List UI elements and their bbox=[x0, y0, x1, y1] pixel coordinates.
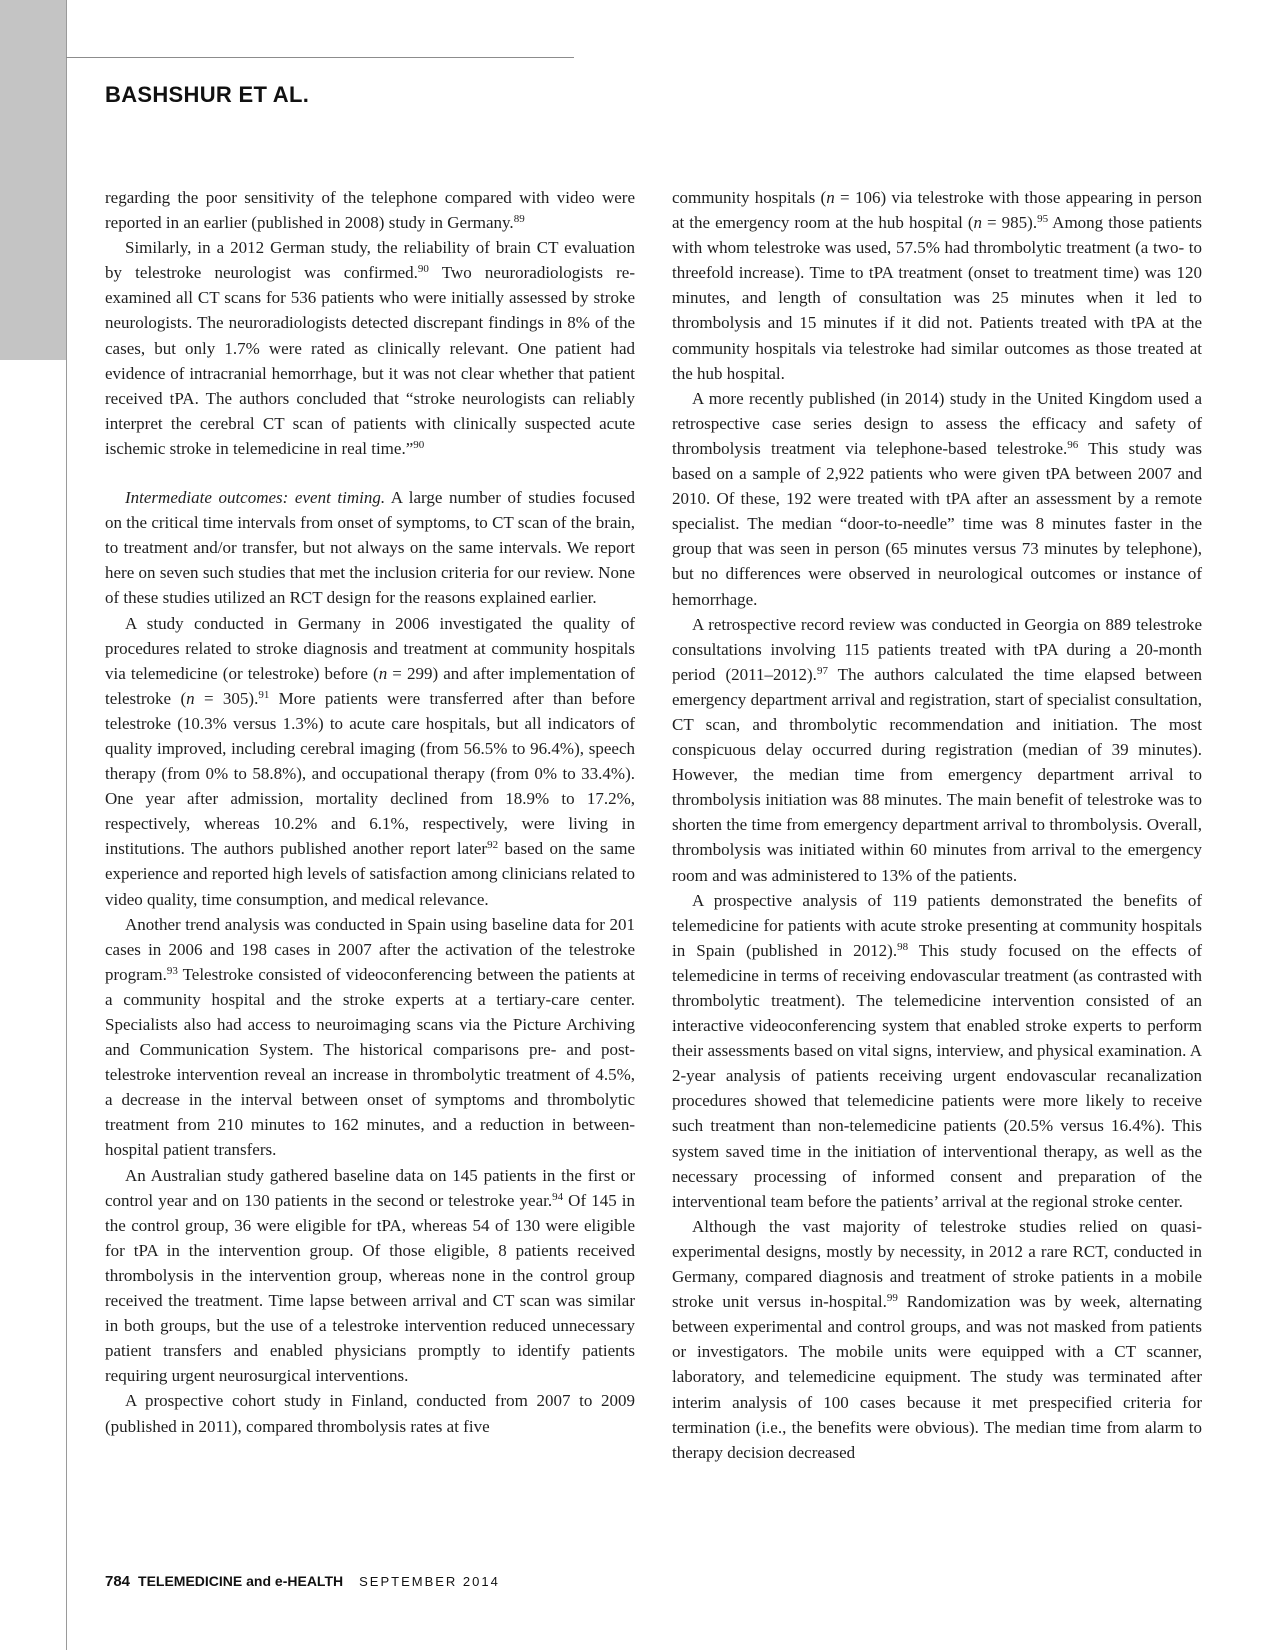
running-head: BASHSHUR ET AL. bbox=[105, 82, 310, 107]
reference-marker[interactable]: 93 bbox=[166, 964, 178, 977]
reference-marker[interactable]: 99 bbox=[886, 1292, 898, 1305]
paragraph: Similarly, in a 2012 German study, the reliability of brain CT evaluation by telestroke neurologist was confirmed.$^{90}$ Two neuroradiologists re-examined all CT scans for 536 patients who were initially assessed by stroke neurologists. The neuroradiologists detected discrepant findings in 8% of the cases, but only 1.7% were rated as clinically relevant. One patient had evidence of intracranial hemorrhage, but it was not clear whether that patient received tPA. The authors concluded that “stroke neurologists can reliably interpret the cerebral CT scan of patients with clinically suspected acute ischemic stroke in telemedicine in real time.”$^{90}$ bbox=[105, 238, 636, 458]
reference-marker[interactable]: 92 bbox=[487, 839, 499, 852]
header-rule bbox=[66, 57, 574, 58]
paragraph: community hospitals (n = 106) via telestroke with those appearing in person at the emergency room at the hub hospital (n = 985).$^{95}$ Among those patients with whom telestroke was used, 57.5% had thrombolytic treatment (a two- to threefold increase). Time to tPA treatment (onset to treatment time) was 120 minutes, and length of consultation was 25 minutes when it led to thrombolysis and 15 minutes if it did not. Patients treated with tPA at the community hospitals via telestroke had similar outcomes as those treated at the hub hospital. bbox=[672, 188, 1203, 383]
paragraph: A retrospective record review was conducted in Georgia on 889 telestroke consultations involving 115 patients treated with tPA during a 20-month period (2011–2012).$^{97}$ The authors calculated the time elapsed between emergency department arrival and registration, start of specialist consultation, CT scan, and thrombolytic recommendation and initiation. The most conspicuous delay occurred during registration (median of 39 minutes). However, the median time from emergency department arrival to thrombolysis initiation was 88 minutes. The main benefit of telestroke was to shorten the time from emergency department arrival to thrombolysis. Overall, thrombolysis was initiated within 60 minutes from arrival to the emergency room and was administered to 13% of the patients. bbox=[672, 614, 1202, 885]
reference-marker[interactable]: 91 bbox=[258, 688, 270, 701]
paragraph: Another trend analysis was conducted in Spain using baseline data for 201 cases in 2006 and 198 cases in 2007 after the activation of the telestroke program.$^{93}$ Telestroke consisted of videoconferencing between the patients at a community hospital and the stroke experts at a tertiary-care center. Specialists also had access to neuroimaging scans via the Picture Archiving and Communication System. The historical comparisons pre- and post-telestroke intervention reveal an increase in thrombolytic treatment of 4.5%, a decrease in the interval between onset of symptoms and thrombolytic treatment from 210 minutes to 162 minutes, and a reduction in between-hospital patient transfers. bbox=[105, 914, 635, 1160]
paragraph: Although the vast majority of telestroke studies relied on quasi-experimental designs, mostly by necessity, in 2012 a rare RCT, conducted in Germany, compared diagnosis and treatment of stroke patients in a mobile stroke unit versus in-hospital.$^{99}$ Randomization was by week, alternating between experimental and control groups, and was not masked from patients or investigators. The mobile units were equipped with a CT scanner, laboratory, and telemedicine equipment. The study was terminated after interim analysis of 100 cases because it met prespecified criteria for termination (i.e., the benefits were obvious). The median time from alarm to therapy decision decreased bbox=[672, 1216, 1202, 1462]
paragraph: Intermediate outcomes: event timing. A large number of studies focused on the critical time intervals from onset of symptoms, to CT scan of the brain, to treatment and/or transfer, but not always on the same intervals. We report here on seven such studies that met the inclusion criteria for our review. None of these studies utilized an RCT design for the reasons explained earlier. bbox=[105, 488, 635, 608]
page-footer bbox=[105, 1573, 500, 1590]
reference-marker[interactable]: 90 bbox=[413, 438, 425, 451]
paragraph: A prospective cohort study in Finland, conducted from 2007 to 2009 (published in 2011), compared thrombolysis rates at five bbox=[105, 1391, 635, 1436]
left-column bbox=[105, 185, 635, 1439]
reference-marker[interactable]: 98 bbox=[897, 940, 909, 953]
reference-marker[interactable]: 96 bbox=[1067, 438, 1079, 451]
reference-marker[interactable]: 95 bbox=[1037, 213, 1049, 226]
page-number: 784 bbox=[105, 1573, 131, 1590]
margin-rule bbox=[66, 0, 67, 1650]
margin-shade-bar bbox=[0, 0, 66, 360]
reference-marker[interactable]: 94 bbox=[552, 1190, 564, 1203]
right-column bbox=[672, 185, 1202, 1465]
paragraph: An Australian study gathered baseline data on 145 patients in the first or control year and on 130 patients in the second or telestroke year.$^{94}$ Of 145 in the control group, 36 were eligible for tPA, whereas 54 of 130 were eligible for tPA in the intervention group. Of those eligible, 8 patients received thrombolysis in the intervention group, whereas none in the control group received the treatment. Time lapse between arrival and CT scan was similar in both groups, but the use of a telestroke intervention reduced unnecessary patient transfers and enabled physicians promptly to identify patients requiring urgent neurosurgical interventions. bbox=[105, 1165, 635, 1386]
paragraph: A study conducted in Germany in 2006 investigated the quality of procedures related to stroke diagnosis and treatment at community hospitals via telemedicine (or telestroke) before (n = 299) and after implementation of telestroke (n = 305).$^{91}$ More patients were transferred after than before telestroke (10.3% versus 1.3%) to acute care hospitals, but all indicators of quality improved, including cerebral imaging (from 56.5% to 96.4%), speech therapy (from 0% to 58.8%), and occupational therapy (from 0% to 33.4%). One year after admission, mortality declined from 18.9% to 17.2%, respectively, whereas 10.2% and 6.1%, respectively, were living in institutions. The authors published another report later$^{92}$ based on the same experience and reported high levels of satisfaction among clinicians related to video quality, time consumption, and medical relevance. bbox=[105, 613, 635, 909]
issue-date: SEPTEMBER 2014 bbox=[359, 1574, 500, 1589]
reference-marker[interactable]: 97 bbox=[816, 664, 828, 677]
section-subhead: Intermediate outcomes: event timing. bbox=[125, 488, 386, 508]
journal-name: TELEMEDICINE and e-HEALTH bbox=[138, 1573, 344, 1589]
reference-marker[interactable]: 89 bbox=[513, 213, 525, 226]
paragraph: A prospective analysis of 119 patients demonstrated the benefits of telemedicine for patients with acute stroke presenting at community hospitals in Spain (published in 2012).$^{98}$ This study focused on the effects of telemedicine in terms of receiving endovascular treatment (as contrasted with thrombolytic treatment). The telemedicine intervention consisted of an interactive videoconferencing system that enabled stroke experts to perform their assessments based on vital signs, interview, and physical examination. A 2-year analysis of patients receiving urgent endovascular recanalization procedures showed that telemedicine patients were more likely to receive such treatment than non-telemedicine patients (20.5% versus 16.4%). This system saved time in the initiation of interventional therapy, as well as the necessary processing of informed consent and preparation of the interventional team before the patients’ arrival at the regional stroke center. bbox=[672, 890, 1202, 1211]
reference-marker[interactable]: 90 bbox=[417, 263, 429, 276]
paragraph: A more recently published (in 2014) study in the United Kingdom used a retrospective case series design to assess the efficacy and safety of thrombolysis treatment via telephone-based telestroke.$^{96}$ This study was based on a sample of 2,922 patients who were given tPA between 2007 and 2010. Of these, 192 were treated with tPA after an assessment by a remote specialist. The median “door-to-needle” time was 8 minutes faster in the group that was seen in person (65 minutes versus 73 minutes by telephone), but no differences were observed in neurological outcomes or instance of hemorrhage. bbox=[672, 388, 1202, 609]
paragraph: regarding the poor sensitivity of the telephone compared with video were reported in an earlier (published in 2008) study in Germany.$^{89}$ bbox=[105, 188, 635, 233]
